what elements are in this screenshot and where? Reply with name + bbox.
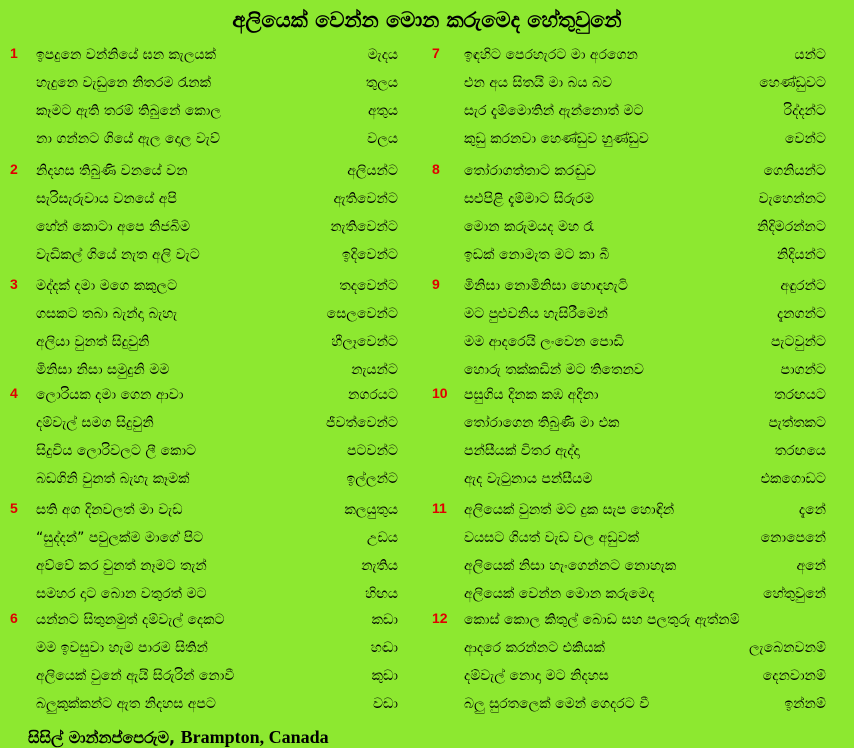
verse-line xyxy=(464,665,826,693)
verse-text: යන්නට සිතුනමුත් දම්වැල් දෙකට xyxy=(36,612,225,628)
verse-text: ආදරෙ කරන්නට එකියක් xyxy=(464,640,605,656)
verse-line xyxy=(36,583,398,611)
verse-rhyme-word: පටවන්ට xyxy=(346,443,398,459)
verse-text: බලු සුරතලෙක් මෙන් ගෙදරට වී xyxy=(464,696,650,712)
verse-text: මිනිසා නොමිනිසා හොඳහැටි xyxy=(464,278,628,294)
verse-rhyme-word: වලය xyxy=(367,131,398,147)
verse-rhyme-word: සෙලවෙන්ට xyxy=(326,306,398,322)
stanza-number: 8 xyxy=(432,161,440,177)
verse-rhyme-word: කඩා xyxy=(371,612,398,628)
verse-rhyme-word: වැහෙන්නට xyxy=(758,191,826,207)
verse-text: සැරිසැරුවාය වනයේ අපි xyxy=(36,191,177,207)
verse-text: ඇද වැටුනාය පන්සීයම xyxy=(464,471,593,487)
verse-line xyxy=(464,609,826,637)
verse-rhyme-word: නොපෙනේ xyxy=(760,530,826,546)
stanza-3 xyxy=(10,275,430,387)
verse-rhyme-word: නැයන්ට xyxy=(351,362,398,378)
verse-line xyxy=(464,275,826,303)
verse-line xyxy=(36,303,398,331)
verse-rhyme-word: පැත්තකට xyxy=(768,415,826,431)
verse-text: ඉඩක් නොමැත මට කා බී xyxy=(464,247,610,263)
verse-line xyxy=(36,609,398,637)
verse-rhyme-word: ලැබෙනවනම් xyxy=(749,640,826,656)
verse-text: ලොරියක දමා ගෙන ආවා xyxy=(36,387,184,403)
verse-line xyxy=(36,160,398,188)
verse-rhyme-word: ගෙනියන්ට xyxy=(763,163,826,179)
verse-line xyxy=(36,384,398,412)
stanza-1 xyxy=(10,44,430,156)
verse-line xyxy=(464,412,826,440)
verse-text: කෑමට ඇති තරම් තිබුනේ කොල xyxy=(36,103,222,119)
verse-line xyxy=(464,160,826,188)
poem-title: අලියෙක් වෙන්න මොන කරුමෙද හේතුවුනේ xyxy=(232,8,622,32)
verse-text: බඩගිනි වුනත් බැහැ කෑමක් xyxy=(36,471,190,487)
verse-rhyme-word: දැනගන්ට xyxy=(776,306,826,322)
verse-text: අලියෙක් වෙන්න මොන කරුමෙද xyxy=(464,586,655,602)
verse-line xyxy=(464,468,826,496)
verse-rhyme-word: නැතිවෙන්ට xyxy=(330,219,398,235)
verse-rhyme-word: දෙනවානම් xyxy=(762,668,826,684)
verse-line xyxy=(464,128,826,156)
verse-text: පසුගිය දිනක කඹ අදිනා xyxy=(464,387,599,403)
verse-text: මට පුළුවනිය හැසිරීමෙන් xyxy=(464,306,608,322)
stanza-number: 4 xyxy=(10,385,18,401)
verse-text: ඉපදුනෙ වන්නියේ ඝන කැලයක් xyxy=(36,47,216,63)
verse-line xyxy=(464,44,826,72)
verse-line xyxy=(464,100,826,128)
verse-line xyxy=(464,555,826,583)
stanza-5 xyxy=(10,499,430,611)
verse-rhyme-word: හේතුවුනේ xyxy=(763,586,826,602)
verse-text: සැර දැම්මොතින් ඇන්නොත් මට xyxy=(464,103,644,119)
verse-line xyxy=(464,499,826,527)
verse-line xyxy=(36,359,398,387)
stanza-6 xyxy=(10,609,430,721)
verse-text: හොරු තක්කඩින් මට තිතෙනව xyxy=(464,362,644,378)
verse-text: සළුපිළි දැම්මාට සිරුරම xyxy=(464,191,594,207)
stanza-7 xyxy=(432,44,852,156)
verse-rhyme-word: යන්ට xyxy=(794,47,826,63)
stanza-number: 12 xyxy=(432,610,448,626)
verse-text: කුඩු කරනවා හෙණ්ඩුව හුණ්ඩුව xyxy=(464,131,649,147)
verse-line xyxy=(36,72,398,100)
verse-line xyxy=(36,637,398,665)
verse-line xyxy=(464,359,826,387)
author-credit xyxy=(28,727,329,748)
verse-text: දම්වැල් සමග සිදුවුනි xyxy=(36,415,154,431)
verse-line xyxy=(36,412,398,440)
verse-text: සිදුවිය ලොරිවලට ලී කොට xyxy=(36,443,197,459)
verse-rhyme-word: වඩා xyxy=(372,696,398,712)
stanza-number: 6 xyxy=(10,610,18,626)
verse-text: වයසට ගියත් වැඩ වල අඩුවක් xyxy=(464,530,640,546)
verse-rhyme-word: ඉන්නම් xyxy=(784,696,826,712)
stanza-number: 9 xyxy=(432,276,440,292)
verse-rhyme-word: ජීවත්වෙන්ට xyxy=(326,415,398,431)
stanza-4 xyxy=(10,384,430,496)
verse-line xyxy=(36,216,398,244)
verse-rhyme-word: අඳුරන්ට xyxy=(780,278,826,294)
verse-rhyme-word: නගරයට xyxy=(348,387,398,403)
stanza-number: 10 xyxy=(432,385,448,401)
verse-text: එන අය සිතයි මා බය බව xyxy=(464,75,613,91)
verse-rhyme-word: පැටවුන්ට xyxy=(771,334,826,350)
verse-rhyme-word: එකගොඩට xyxy=(760,471,826,487)
verse-line xyxy=(464,693,826,721)
stanza-number: 11 xyxy=(432,500,447,516)
verse-line xyxy=(36,693,398,721)
verse-text: මොන කරුමයද මහ රෑ xyxy=(464,219,594,235)
verse-line xyxy=(464,303,826,331)
verse-text: හැදුනෙ වැඩුනෙ නිතරම රැනක් xyxy=(36,75,211,91)
verse-text: හේන් කොටා අපෙ නිජබිම xyxy=(36,219,191,235)
verse-line xyxy=(36,468,398,496)
verse-text: මිනිසා නිසා සමුදුනි මම xyxy=(36,362,170,378)
verse-rhyme-word: අනේ xyxy=(796,558,826,574)
verse-text: අලියෙක් නිසා හැංගෙන්නට නොහැක xyxy=(464,558,677,574)
verse-rhyme-word: උඩය xyxy=(366,530,398,546)
verse-line xyxy=(36,188,398,216)
verse-line xyxy=(36,244,398,272)
verse-text: තෝරාගත්තාට කරඬුව xyxy=(464,163,596,179)
author-location: Brampton, Canada xyxy=(180,727,329,747)
stanza-number: 7 xyxy=(432,45,440,61)
verse-line xyxy=(36,275,398,303)
verse-line xyxy=(36,440,398,468)
verse-rhyme-word: තුලය xyxy=(365,75,398,91)
verse-line xyxy=(36,128,398,156)
verse-rhyme-word: තරඟයට xyxy=(774,387,826,403)
verse-line xyxy=(464,384,826,412)
stanza-2 xyxy=(10,160,430,272)
stanza-number: 2 xyxy=(10,161,18,177)
verse-rhyme-word: හෙණ්ඩුවට xyxy=(759,75,826,91)
verse-rhyme-word: දැනේ xyxy=(798,502,826,518)
verse-line xyxy=(36,44,398,72)
verse-text: බලුකුක්කන්ට ඇත නිදහස අපට xyxy=(36,696,216,712)
verse-line xyxy=(464,72,826,100)
stanza-number: 3 xyxy=(10,276,18,292)
verse-rhyme-word: තදවෙන්ට xyxy=(339,278,398,294)
verse-text: නා ගන්නට ගියේ ඇල දොල වැව් xyxy=(36,131,220,147)
verse-text: මම ආදරෙයි ලංවෙන පොඩි xyxy=(464,334,624,350)
verse-text: මද්දක් දමා මගෙ කකුලට xyxy=(36,278,178,294)
verse-text: ඉඳහිට පෙරහැරට මා අරගෙන xyxy=(464,47,638,63)
verse-rhyme-word: නිදිමරන්නට xyxy=(757,219,826,235)
verse-line xyxy=(464,331,826,359)
verse-rhyme-word: කලයුතුය xyxy=(344,502,398,518)
verse-text: අලියා වුනත් සිදුවුනි xyxy=(36,334,150,350)
verse-rhyme-word: පාගන්ට xyxy=(780,362,826,378)
verse-line xyxy=(464,527,826,555)
author-name: සිසිල් මාන්නප්පෙරුම, xyxy=(28,728,176,747)
verse-line xyxy=(36,555,398,583)
verse-rhyme-word: හීලෑවෙන්ට xyxy=(331,334,398,350)
stanza-9 xyxy=(432,275,852,387)
verse-rhyme-word: ඉදිවෙන්ට xyxy=(341,247,398,263)
verse-rhyme-word: කුඩා xyxy=(371,668,398,684)
verse-line xyxy=(464,637,826,665)
verse-text: මම ඉවසුවා හැම පාරම සිතින් xyxy=(36,640,208,656)
verse-rhyme-word: හිඟය xyxy=(365,586,398,602)
verse-line xyxy=(464,188,826,216)
stanza-10 xyxy=(432,384,852,496)
verse-text: සමහර දාට බොන වතුරත් මට xyxy=(36,586,207,602)
verse-rhyme-word: වෙන්ට xyxy=(784,131,826,147)
verse-line xyxy=(464,244,826,272)
verse-line xyxy=(36,331,398,359)
verse-text: අලියෙක් වුනේ ඇයි සිරුරින් නොවී xyxy=(36,668,235,684)
stanza-12 xyxy=(432,609,852,721)
verse-line xyxy=(36,665,398,693)
verse-rhyme-word: මැදය xyxy=(367,47,398,63)
verse-line xyxy=(464,583,826,611)
verse-line xyxy=(464,440,826,468)
stanza-number: 5 xyxy=(10,500,18,516)
verse-text: පන්සීයක් විතර ඇද්දා xyxy=(464,443,580,459)
verse-rhyme-word: අතුය xyxy=(367,103,398,119)
verse-rhyme-word: අලියන්ට xyxy=(347,163,398,179)
verse-rhyme-word: ඇතිවෙන්ට xyxy=(333,191,398,207)
verse-rhyme-word: රිද්දන්ට xyxy=(783,103,826,119)
stanza-number: 1 xyxy=(10,45,18,61)
verse-rhyme-word: හඬා xyxy=(370,640,398,656)
verse-rhyme-word: නැතිය xyxy=(361,558,398,574)
verse-text: වැඩිකල් ගියේ නැත අලි වැට xyxy=(36,247,200,263)
verse-text: දම්වැල් නොදා මට නිදහස xyxy=(464,668,609,684)
verse-text: “සුද්දන්” පවුලක්ම මාගේ පිට xyxy=(36,530,204,546)
verse-line xyxy=(36,499,398,527)
stanza-11 xyxy=(432,499,852,611)
verse-line xyxy=(36,527,398,555)
verse-text: කොස් කොල කිතුල් බොඩ සහ පලතුරු ඇත්නම් xyxy=(464,612,740,628)
verse-text: අව්වේ කර වුනත් නෑමට තැන් xyxy=(36,558,207,574)
verse-text: ගසකට තබා බැන්දා බැහැ xyxy=(36,306,178,322)
verse-text: සති අග දිනවලත් මා වැඩ xyxy=(36,502,183,518)
verse-rhyme-word: ඉල්ලන්ට xyxy=(346,471,398,487)
verse-rhyme-word: නිදියන්ට xyxy=(776,247,826,263)
stanza-8 xyxy=(432,160,852,272)
verse-text: නිදහස තිබුණි වනයේ වන xyxy=(36,163,188,179)
verse-text: අලියෙක් වුනත් මට දුක සැප හොඳින් xyxy=(464,502,675,518)
verse-rhyme-word: තරඟයෙ xyxy=(774,443,826,459)
verse-text: තෝරාගෙන තිබුණි මා එක xyxy=(464,415,620,431)
verse-line xyxy=(464,216,826,244)
verse-line xyxy=(36,100,398,128)
